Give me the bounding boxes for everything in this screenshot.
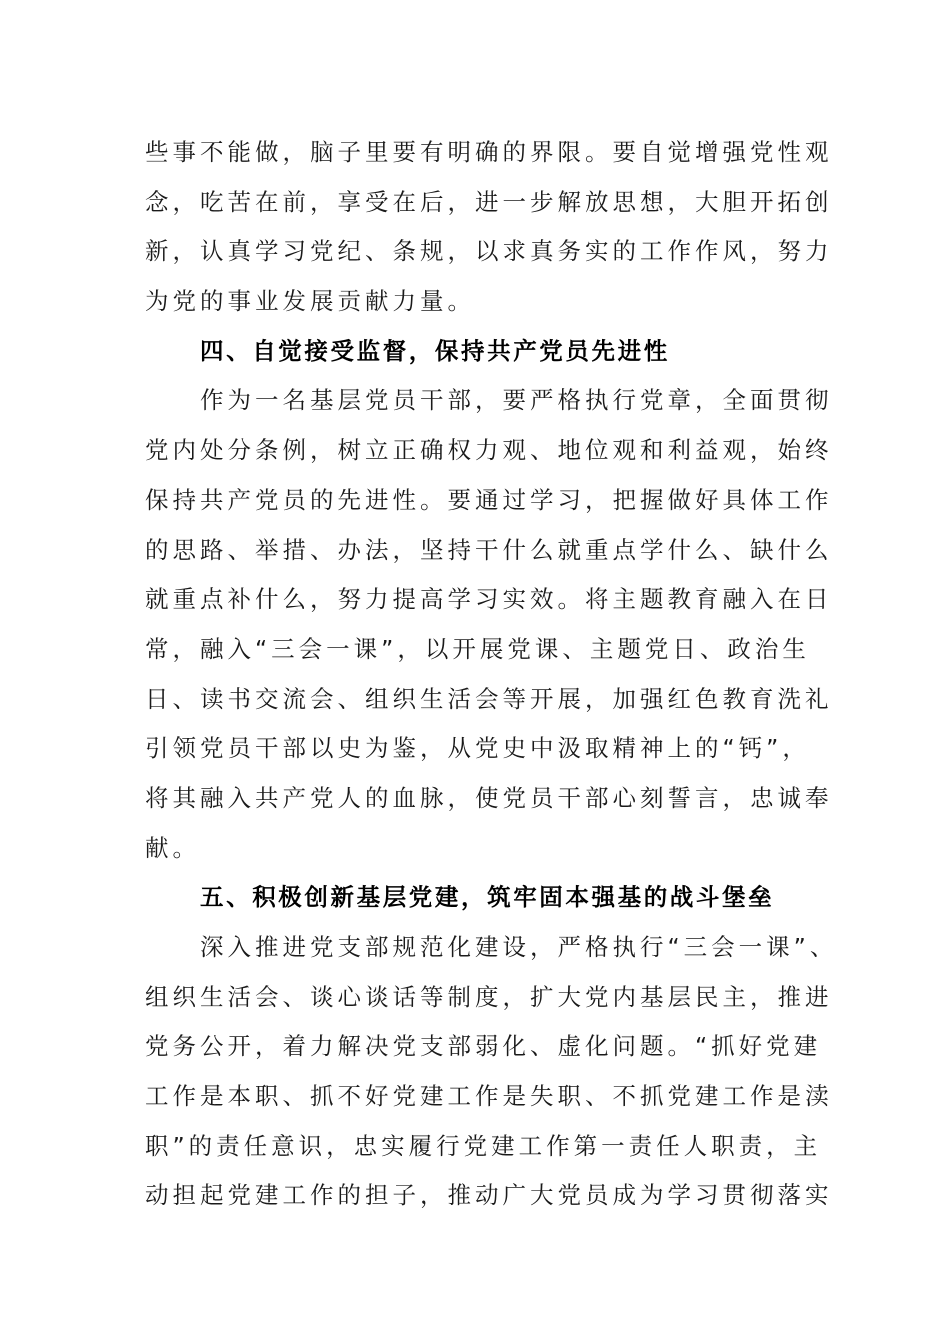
document-body xyxy=(145,128,845,1221)
paragraph-line: 就重点补什么，努力提高学习实效。将主题教育融入在日 xyxy=(145,585,833,614)
paragraph-line: 作为一名基层党员干部，要严格执行党章，全面贯彻 xyxy=(200,386,833,415)
paragraph-line: 党务公开，着力解决党支部弱化、虚化问题。“抓好党建 xyxy=(145,1032,822,1061)
paragraph-line: 工作是本职、抓不好党建工作是失职、不抓党建工作是渎 xyxy=(145,1082,833,1111)
paragraph-line: 职”的责任意识，忠实履行党建工作第一责任人职责，主 xyxy=(145,1131,822,1160)
paragraph-line: 动担起党建工作的担子，推动广大党员成为学习贯彻落实 xyxy=(145,1181,833,1210)
paragraph-line: 献。 xyxy=(145,833,200,862)
paragraph-line: 念，吃苦在前，享受在后，进一步解放思想，大胆开拓创 xyxy=(145,187,833,216)
paragraph-line: 深入推进党支部规范化建设，严格执行“三会一课”、 xyxy=(200,933,838,961)
paragraph-line: 组织生活会、谈心谈话等制度，扩大党内基层民主，推进 xyxy=(145,982,833,1011)
paragraph-line: 为党的事业发展贡献力量。 xyxy=(145,287,475,316)
paragraph-line: 新，认真学习党纪、条规，以求真务实的工作作风，努力 xyxy=(145,237,833,266)
paragraph-line: 将其融入共产党人的血脉，使党员干部心刻誓言，忠诚奉 xyxy=(145,783,833,812)
paragraph-line: 党内处分条例，树立正确权力观、地位观和利益观，始终 xyxy=(145,436,833,465)
paragraph-line: 些事不能做，脑子里要有明确的界限。要自觉增强党性观 xyxy=(145,138,833,166)
paragraph-line: 的思路、举措、办法，坚持干什么就重点学什么、缺什么 xyxy=(145,535,833,564)
paragraph-line: 引领党员干部以史为鉴，从党史中汲取精神上的“钙”， xyxy=(145,734,810,763)
section-heading: 五、积极创新基层党建，筑牢固本强基的战斗堡垒 xyxy=(200,883,775,912)
paragraph-line: 日、读书交流会、组织生活会等开展，加强红色教育洗礼 xyxy=(145,684,833,713)
section-heading: 四、自觉接受监督，保持共产党员先进性 xyxy=(200,336,670,365)
paragraph-line: 常，融入“三会一课”，以开展党课、主题党日、政治生 xyxy=(145,634,810,663)
paragraph-line: 保持共产党员的先进性。要通过学习，把握做好具体工作 xyxy=(145,485,833,514)
